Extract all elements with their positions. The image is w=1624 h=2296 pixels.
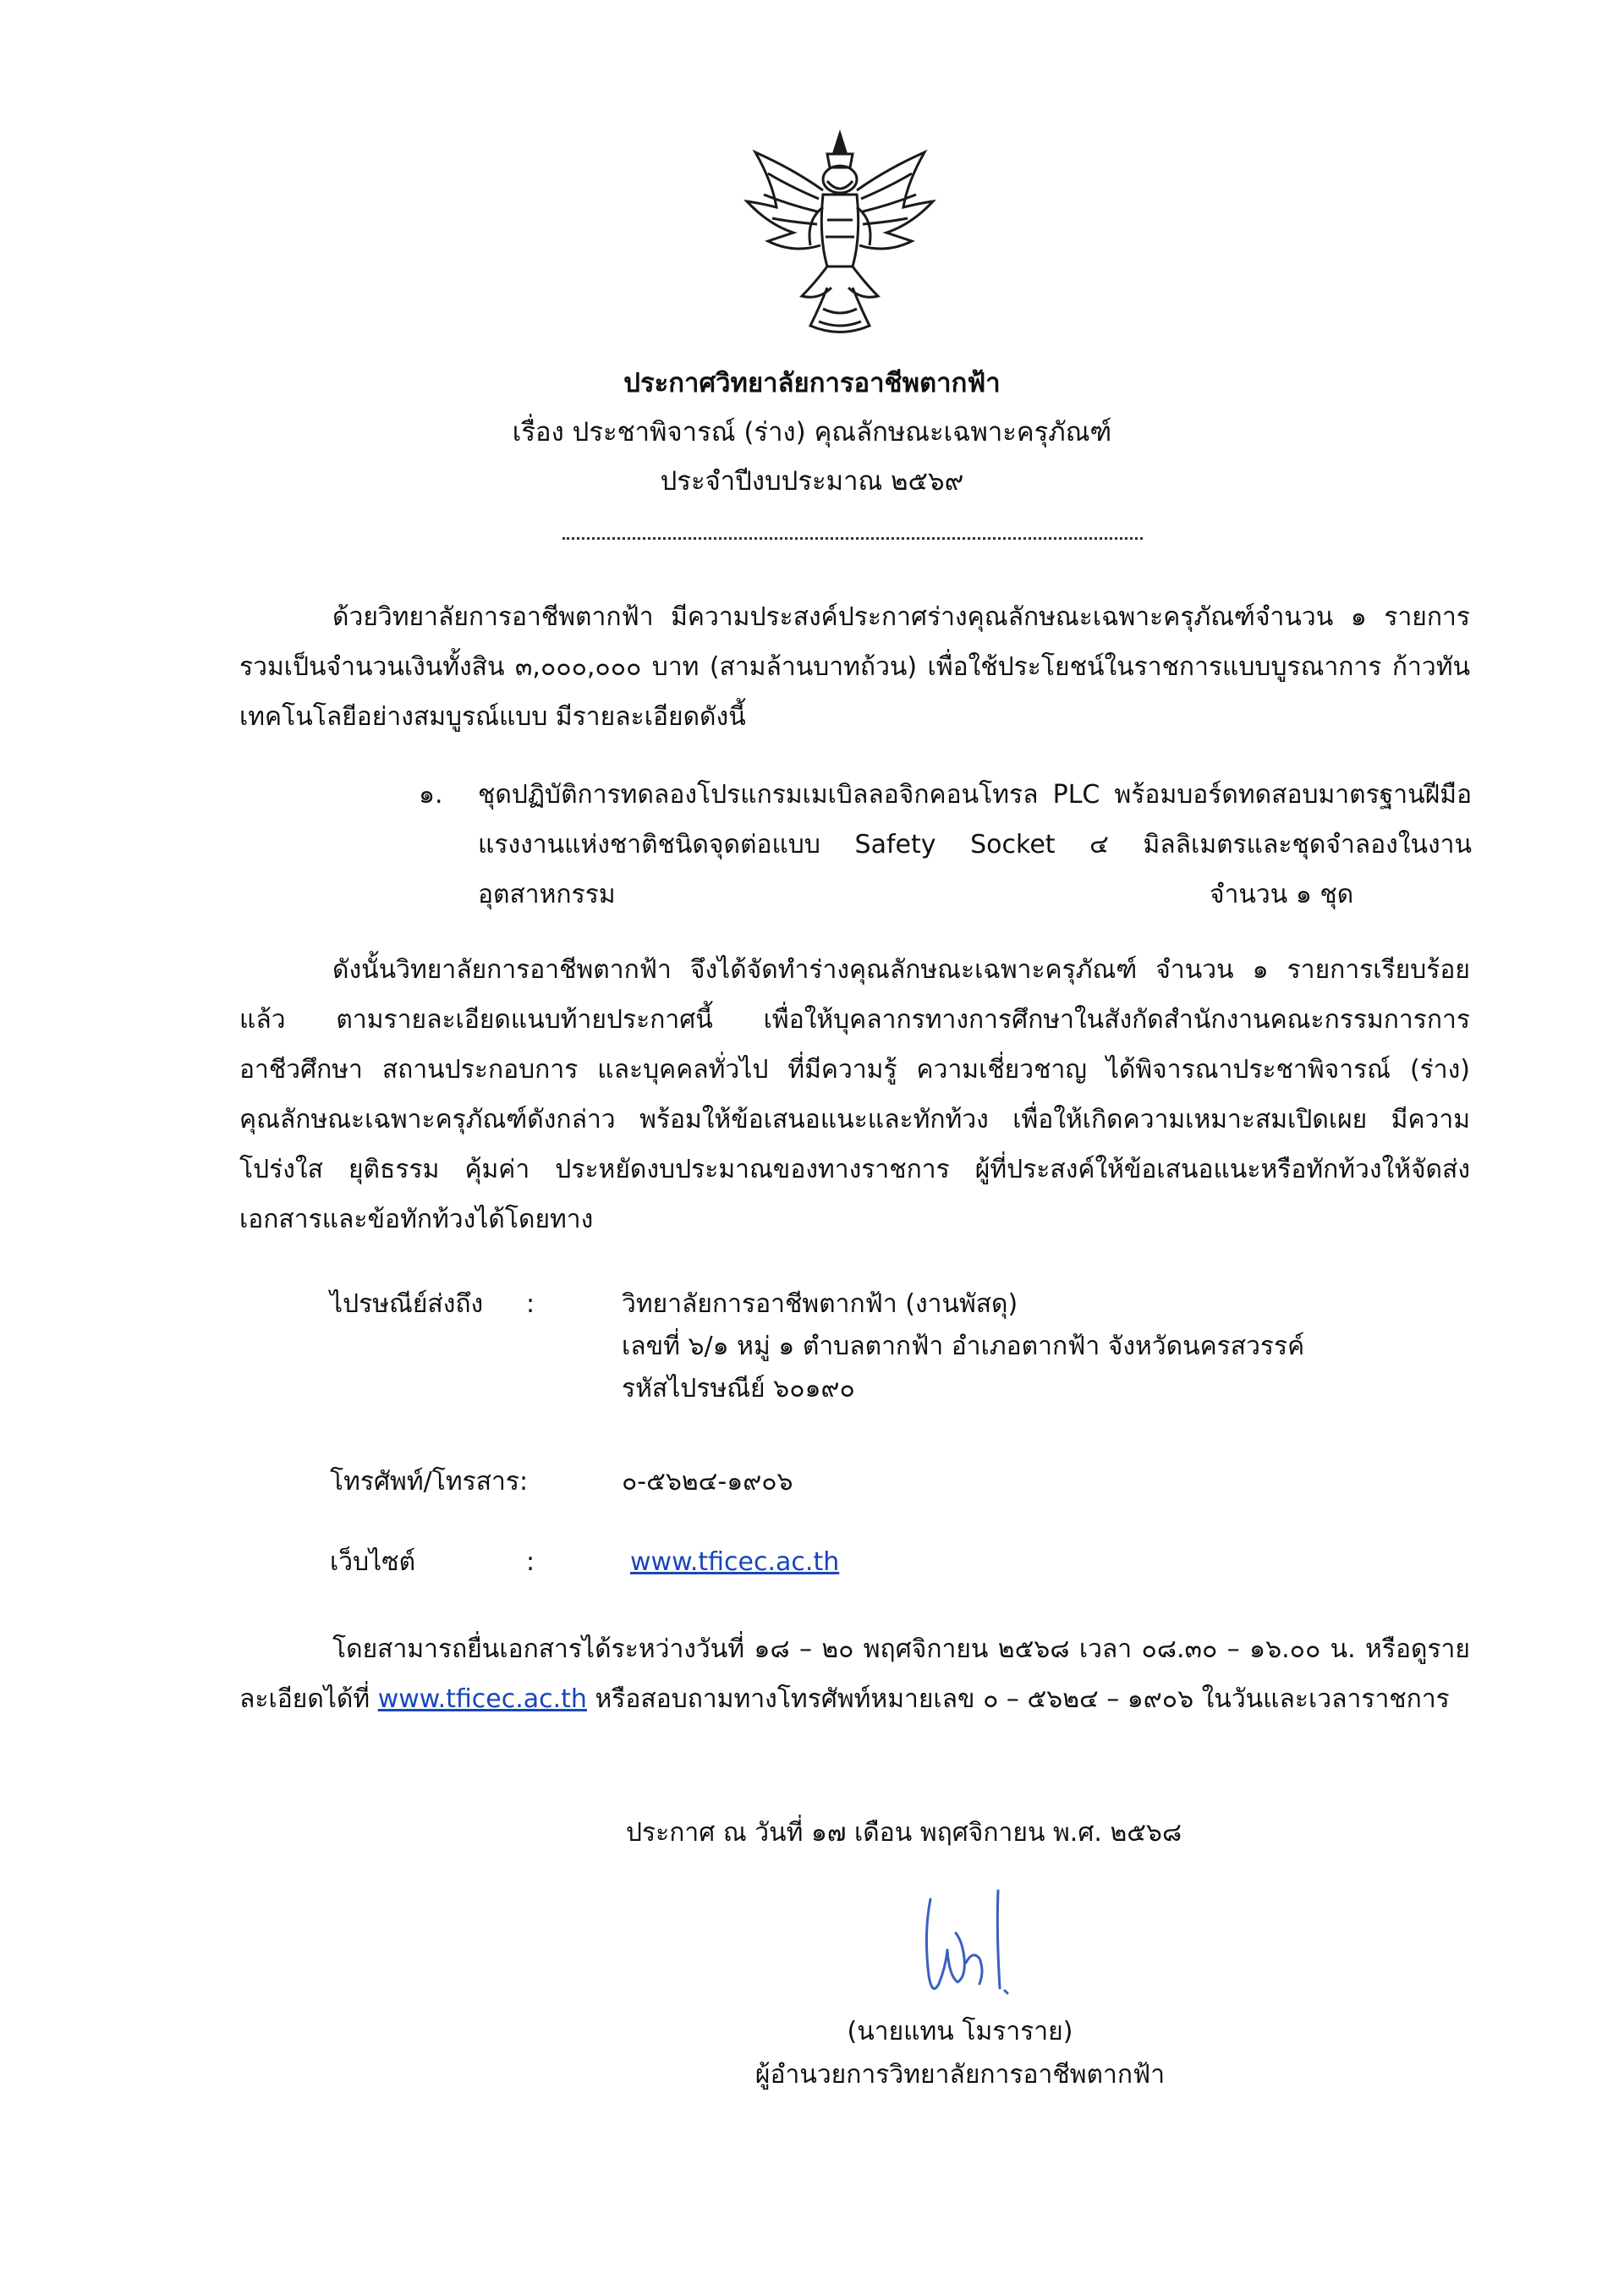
mail-line-1: วิทยาลัยการอาชีพตากฟ้า (งานพัสดุ) <box>622 1289 1018 1319</box>
contact-mail <box>330 1283 1514 1419</box>
garuda-emblem-icon <box>743 127 937 338</box>
signature-icon <box>905 1882 1040 2009</box>
intro-text: ด้วยวิทยาลัยการอาชีพตากฟ้า มีความประสงค์ประกาศร่างคุณลักษณะเฉพาะครุภัณฑ์จำนวน ๑ รายการ รวมเป็นจำนวนเงินทั้งสิน ๓,๐๐๐,๐๐๐ บาท (สามล้านบาทถ้วน) เพื่อใช้ประโยชน์ในราชการแบบบูรณาการ ก้าวทันเทคโนโลยีอย่างสมบูรณ์แบบ มีรายละเอียดดังนี้ <box>239 602 1470 732</box>
intro-paragraph <box>239 592 1470 742</box>
item-description: ชุดปฏิบัติการทดลองโปรแกรมเมเบิลลอจิกคอนโทรล PLC พร้อมบอร์ดทดสอบมาตรฐานฝีมือแรงงานแห่งชาติชนิดจุดต่อแบบ Safety Socket ๔ มิลลิเมตรและชุดจำลองในงานอุตสาหกรรม <box>478 780 1472 909</box>
header-divider <box>562 537 1143 540</box>
list-item <box>419 770 1472 922</box>
contact-website <box>330 1541 1514 1584</box>
mail-address <box>622 1283 1468 1410</box>
web-colon: : <box>526 1547 535 1577</box>
submission-paragraph <box>239 1624 1470 1724</box>
submission-text-2: หรือสอบถามทางโทรศัพท์หมายเลข ๐ – ๕๖๒๔ – ๑๙๐๖ ในวันและเวลาราชการ <box>586 1684 1450 1714</box>
web-label: เว็บไซต์ <box>330 1547 416 1577</box>
submission-link[interactable]: www.tficec.ac.th <box>377 1684 587 1714</box>
item-number: ๑. <box>419 780 443 810</box>
fiscal-year: ประจำปีงบประมาณ ๒๕๖๙ <box>660 466 964 497</box>
announcement-subject: เรื่อง ประชาพิจารณ์ (ร่าง) คุณลักษณะเฉพาะครุภัณฑ์ <box>512 417 1112 448</box>
mail-line-2: เลขที่ ๖/๑ หมู่ ๑ ตำบลตากฟ้า อำเภอตากฟ้า จังหวัดนครสวรรค์ <box>622 1332 1305 1361</box>
contact-phone <box>330 1461 1514 1503</box>
mail-colon: : <box>526 1289 535 1319</box>
signer-name: (นายแทน โมราราย) <box>847 2017 1073 2046</box>
submission-text-1: โดยสามารถยื่นเอกสารได้ระหว่างวันที่ ๑๘ – ๒๐ พฤศจิกายน ๒๕๖๘ เวลา ๐๘.๓๐ – ๑๖.๐๐ น. หรือดูรายละเอียดได้ที่ <box>239 1634 1470 1714</box>
website-link[interactable]: www.tficec.ac.th <box>630 1547 840 1577</box>
phone-label: โทรศัพท์/โทรสาร: <box>330 1467 529 1497</box>
signer-position: ผู้อำนวยการวิทยาลัยการอาชีพตากฟ้า <box>754 2060 1166 2090</box>
item-quantity: จำนวน ๑ ชุด <box>1210 880 1354 909</box>
body-paragraph <box>239 945 1470 1244</box>
body-text: ดังนั้นวิทยาลัยการอาชีพตากฟ้า จึงได้จัดทำร่างคุณลักษณะเฉพาะครุภัณฑ์ จำนวน ๑ รายการเรียบร้อยแล้ว ตามรายละเอียดแนบท้ายประกาศนี้ เพื่อให้บุคลากรทางการศึกษาในสังกัดสำนักงานคณะกรรมการการอาชีวศึกษา สถานประกอบการ และบุคคลทั่วไป ที่มีความรู้ ความเชี่ยวชาญ ได้พิจารณาประชาพิจารณ์ (ร่าง) คุณลักษณะเฉพาะครุภัณฑ์ดังกล่าว พร้อมให้ข้อเสนอแนะและทักท้วง เพื่อให้เกิดความเหมาะสมเปิดเผย มีความโปร่งใส ยุติธรรม คุ้มค่า ประหยัดงบประมาณของทางราชการ ผู้ที่ประสงค์ให้ข้อเสนอแนะหรือทักท้วงให้จัดส่งเอกสารและข้อทักท้วงได้โดยทาง <box>239 955 1470 1234</box>
announcement-title: ประกาศวิทยาลัยการอาชีพตากฟ้า <box>623 368 1001 398</box>
announcement-date: ประกาศ ณ วันที่ ๑๗ เดือน พฤศจิกายน พ.ศ. ๒๕๖๘ <box>626 1818 1182 1848</box>
phone-value: ๐-๕๖๒๔-๑๙๐๖ <box>622 1467 793 1497</box>
mail-label: ไปรษณีย์ส่งถึง <box>330 1289 484 1319</box>
mail-line-3: รหัสไปรษณีย์ ๖๐๑๙๐ <box>622 1374 855 1403</box>
